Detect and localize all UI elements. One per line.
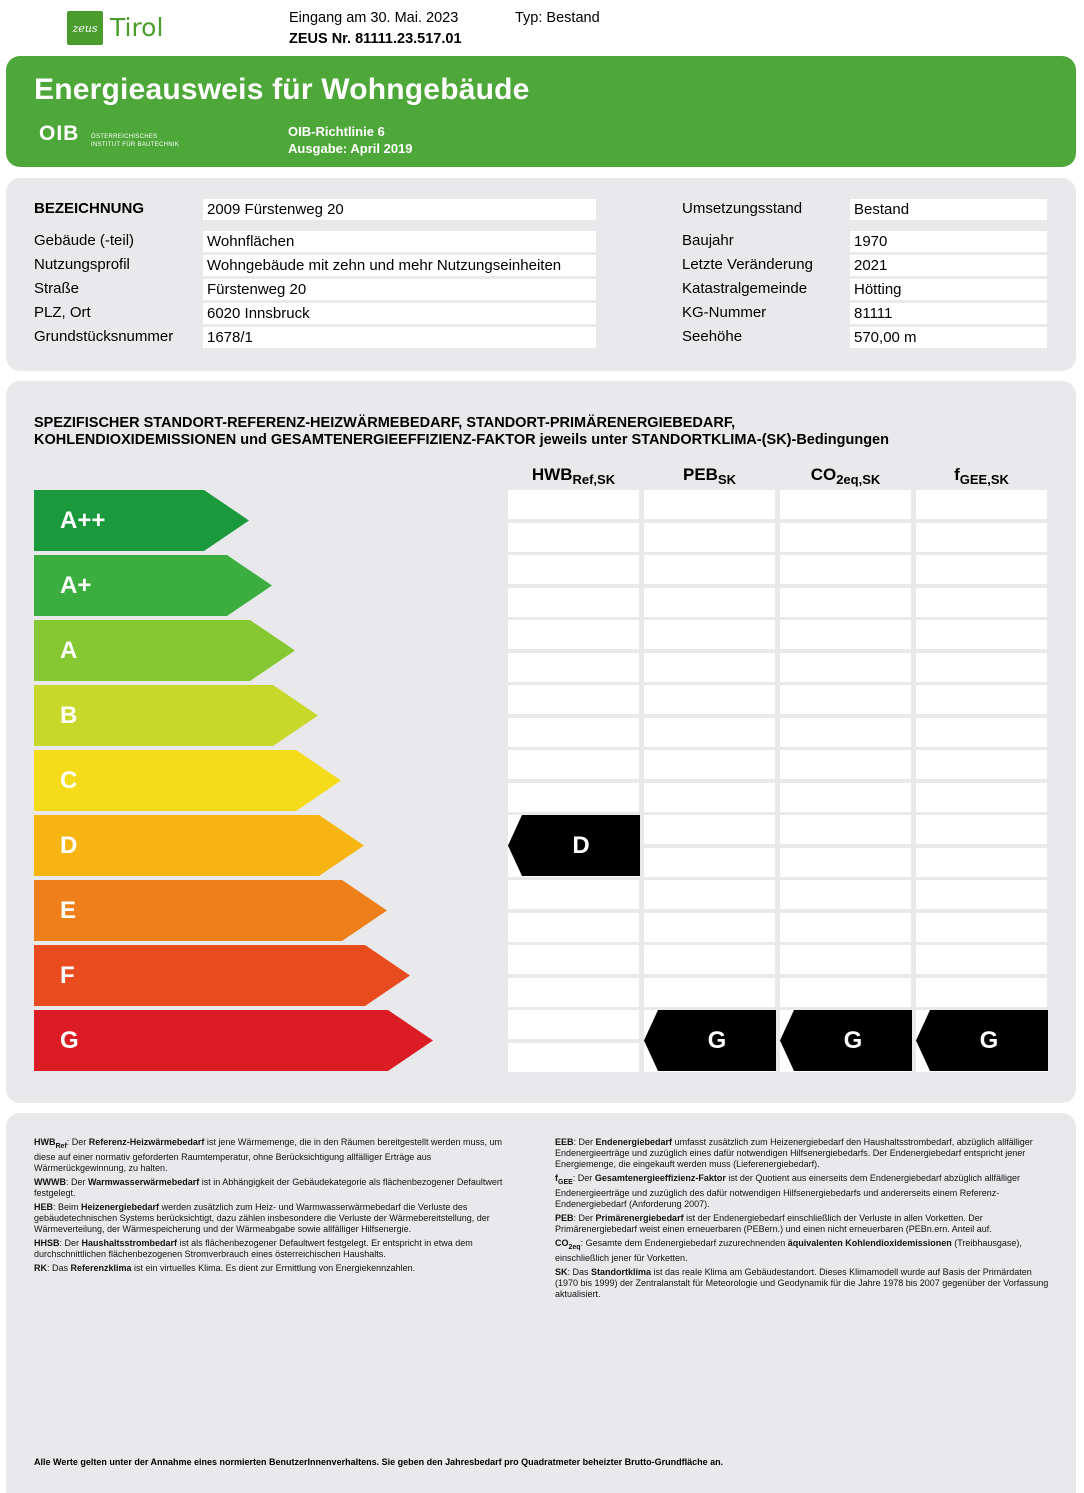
grid-cell bbox=[508, 523, 639, 552]
grid-cell bbox=[644, 848, 775, 877]
grid-cell bbox=[780, 555, 911, 584]
definition-item bbox=[34, 1202, 512, 1235]
page-title: Energieausweis für Wohngebäude bbox=[34, 73, 530, 106]
grid-cell bbox=[508, 978, 639, 1007]
definition-bold: Referenzklima bbox=[70, 1262, 132, 1273]
rating-marker-label: G bbox=[843, 1027, 863, 1054]
info-value: Hötting bbox=[850, 279, 1047, 300]
grid-cell bbox=[916, 588, 1047, 617]
grid-cell bbox=[916, 913, 1047, 942]
grid-cell bbox=[508, 945, 639, 974]
energy-band-d bbox=[34, 815, 364, 876]
grid-cell bbox=[780, 490, 911, 519]
info-label: Gebäude (-teil) bbox=[34, 232, 135, 249]
rating-marker-label: D bbox=[572, 832, 590, 859]
band-label: F bbox=[60, 962, 75, 989]
oib-subtitle bbox=[91, 133, 179, 149]
column-header-main: PEB bbox=[682, 465, 718, 484]
definition-text: umfasst zusätzlich zum Heizenergiebedarf den Haushaltsstrombedarf, abzüglich allfälliger Endenergieerträge und zuzüglich eines dafür notwendigen Hilfsenergiebedarfs. Der Endenergiebedarf entspricht jener Energiemenge, die eingekauft werden muss (Lieferenergiebedarf). bbox=[555, 1137, 1033, 1169]
definition-term-sub: GEE bbox=[558, 1178, 573, 1186]
band-arrow bbox=[34, 945, 410, 1006]
definition-prefix: : Der bbox=[572, 1173, 595, 1183]
grid-cell bbox=[916, 815, 1047, 844]
energy-band-aplusplus bbox=[34, 490, 249, 551]
rating-marker-label: G bbox=[707, 1027, 727, 1054]
definition-prefix: : Das bbox=[567, 1266, 592, 1277]
column-header-sub: 2eq,SK bbox=[836, 472, 881, 487]
definition-prefix: : Der bbox=[66, 1137, 89, 1147]
info-label: Letzte Veränderung bbox=[682, 256, 813, 273]
definition-item bbox=[555, 1173, 1049, 1210]
grid-cell bbox=[780, 620, 911, 649]
definition-bold: äquivalenten Kohlendioxidemissionen bbox=[787, 1237, 952, 1248]
info-value: 1678/1 bbox=[203, 327, 596, 348]
info-label: Seehöhe bbox=[682, 328, 743, 345]
definition-term: f bbox=[555, 1173, 558, 1183]
grid-cell bbox=[508, 555, 639, 584]
richtlinie: OIB-Richtlinie 6 bbox=[288, 124, 385, 139]
grid-cell bbox=[780, 978, 911, 1007]
grid-cell bbox=[508, 490, 639, 519]
band-arrow-shape bbox=[34, 1010, 433, 1071]
rating-marker-peb bbox=[644, 1010, 776, 1071]
definition-item bbox=[34, 1137, 512, 1174]
info-label: PLZ, Ort bbox=[34, 304, 91, 321]
definition-text: (Treibhausgase), einschließlich jener für Vorketten. bbox=[555, 1237, 1022, 1263]
definition-prefix: : Das bbox=[47, 1262, 71, 1273]
grid-cell bbox=[916, 555, 1047, 584]
energy-title-line2: KOHLENDIOXIDEMISSIONEN und GESAMTENERGIEEFFIZIENZ-FAKTOR jeweils unter STANDORTKLIMA-(SK)-Bedingungen bbox=[34, 432, 889, 448]
band-label: A+ bbox=[60, 572, 92, 599]
band-label: B bbox=[60, 702, 78, 729]
grid-cell bbox=[916, 523, 1047, 552]
grid-cell bbox=[508, 718, 639, 747]
grid-cell bbox=[644, 880, 775, 909]
band-arrow bbox=[34, 1010, 433, 1071]
grid-cell bbox=[916, 620, 1047, 649]
definition-term: PEB bbox=[555, 1212, 574, 1223]
definition-bold: Heizenergiebedarf bbox=[81, 1201, 160, 1212]
info-value: 6020 Innsbruck bbox=[203, 303, 596, 324]
definition-item bbox=[555, 1267, 1049, 1300]
definition-prefix: : Der bbox=[573, 1137, 596, 1147]
info-label: Nutzungsprofil bbox=[34, 256, 130, 273]
grid-cell bbox=[644, 555, 775, 584]
column-header bbox=[508, 460, 639, 490]
grid-cell bbox=[780, 913, 911, 942]
grid-cell bbox=[644, 685, 775, 714]
column-header bbox=[916, 460, 1047, 490]
grid-cell bbox=[508, 1010, 639, 1039]
zeus-logo-icon bbox=[67, 11, 103, 45]
column-header-sub: SK bbox=[717, 472, 737, 487]
definition-prefix: : Der bbox=[65, 1176, 88, 1187]
grid-cell bbox=[508, 1043, 639, 1072]
info-label: Katastralgemeinde bbox=[682, 280, 808, 297]
column-header-main: f bbox=[954, 465, 960, 484]
definition-prefix: : Der bbox=[59, 1237, 82, 1248]
grid-cell bbox=[780, 588, 911, 617]
definition-item bbox=[34, 1238, 512, 1260]
info-label: KG-Nummer bbox=[682, 304, 767, 321]
info-label: BEZEICHNUNG bbox=[34, 200, 145, 217]
grid-cell bbox=[780, 685, 911, 714]
band-label: A bbox=[60, 637, 78, 664]
grid-cell bbox=[916, 848, 1047, 877]
band-label: G bbox=[60, 1027, 79, 1054]
grid-cell bbox=[508, 750, 639, 779]
grid-cell bbox=[644, 620, 775, 649]
energy-band-e bbox=[34, 880, 387, 941]
grid-cell bbox=[644, 588, 775, 617]
grid-cell bbox=[916, 783, 1047, 812]
definition-bold: Gesamtenergieeffizienz-Faktor bbox=[594, 1173, 726, 1183]
info-label: Baujahr bbox=[682, 232, 734, 249]
green-header bbox=[6, 56, 1076, 167]
energy-band-c bbox=[34, 750, 341, 811]
oib-logo: OIB bbox=[39, 122, 80, 145]
info-value: Bestand bbox=[850, 199, 1047, 220]
band-arrow-shape bbox=[34, 880, 387, 941]
column-header-sub: GEE,SK bbox=[959, 472, 1009, 487]
definition-bold: Referenz-Heizwärmebedarf bbox=[88, 1137, 205, 1147]
grid-cell bbox=[644, 523, 775, 552]
definition-term-sub: Ref bbox=[55, 1142, 67, 1150]
grid-cell bbox=[644, 490, 775, 519]
column-header-main: HWB bbox=[531, 465, 573, 484]
ausgabe: Ausgabe: April 2019 bbox=[288, 141, 413, 156]
definition-term: CO bbox=[555, 1237, 569, 1248]
band-arrow bbox=[34, 815, 364, 876]
grid-cell bbox=[644, 750, 775, 779]
footer-note: Alle Werte gelten unter der Annahme eines normierten BenutzerInnenverhaltens. Sie geben den Jahresbedarf pro Quadratmeter beheizter Brutto-Grundfläche an. bbox=[34, 1457, 724, 1467]
grid-cell bbox=[916, 490, 1047, 519]
grid-cell bbox=[780, 848, 911, 877]
info-value: 570,00 m bbox=[850, 327, 1047, 348]
definition-term: SK bbox=[555, 1266, 568, 1277]
rating-marker-co2 bbox=[780, 1010, 912, 1071]
band-arrow-shape bbox=[34, 815, 364, 876]
energy-rating-panel bbox=[6, 381, 1076, 1103]
tirol-logo-word: Tirol bbox=[110, 13, 164, 42]
grid-cell bbox=[780, 718, 911, 747]
definition-text: ist als flächenbezogener Defaultwert festgelegt. Er entspricht in etwa dem durchschnittlichen flächenbezogenen Stromverbrauch eines österreichischen Haushalts. bbox=[34, 1237, 473, 1259]
energy-band-f bbox=[34, 945, 410, 1006]
grid-cell bbox=[508, 653, 639, 682]
grid-cell bbox=[780, 523, 911, 552]
typ-label: Typ: Bestand bbox=[515, 10, 600, 26]
definition-term-sub: 2eq bbox=[568, 1243, 581, 1251]
energy-band-b bbox=[34, 685, 318, 746]
grid-cell bbox=[508, 620, 639, 649]
grid-cell bbox=[780, 653, 911, 682]
grid-cell bbox=[916, 685, 1047, 714]
zeus-number: ZEUS Nr. 81111.23.517.01 bbox=[289, 31, 462, 47]
definition-prefix: : Der bbox=[573, 1212, 596, 1223]
grid-cell bbox=[644, 978, 775, 1007]
band-label: A++ bbox=[60, 507, 106, 534]
eingang-date: Eingang am 30. Mai. 2023 bbox=[289, 10, 459, 26]
info-value: Fürstenweg 20 bbox=[203, 279, 596, 300]
definition-bold: Standortklima bbox=[591, 1266, 652, 1277]
definitions-right-column bbox=[555, 1137, 1049, 1303]
definition-item bbox=[34, 1177, 512, 1199]
definitions-panel bbox=[6, 1113, 1076, 1493]
grid-cell bbox=[780, 880, 911, 909]
definitions-left-column bbox=[34, 1137, 512, 1277]
grid-cell bbox=[644, 815, 775, 844]
energy-title-line1: SPEZIFISCHER STANDORT-REFERENZ-HEIZWÄRMEBEDARF, STANDORT-PRIMÄRENERGIEBEDARF, bbox=[34, 415, 736, 431]
band-label: E bbox=[60, 897, 77, 924]
grid-cell bbox=[644, 783, 775, 812]
building-info-panel bbox=[6, 178, 1076, 371]
energy-band-aplus bbox=[34, 555, 272, 616]
grid-cell bbox=[644, 718, 775, 747]
column-header-sub: Ref,SK bbox=[572, 472, 616, 487]
band-label: C bbox=[60, 767, 78, 794]
definition-text: ist der Endenergiebedarf einschließlich der Verluste in allen Vorketten. Der Primärenergiebedarf weist einen erneuerbaren (PEBern.) und einen nicht erneuerbaren (PEBn.ern. Anteil auf. bbox=[555, 1212, 992, 1234]
richtlinie-info bbox=[288, 123, 413, 157]
definition-term: RK bbox=[34, 1262, 47, 1273]
definition-text: ist ein virtuelles Klima. Es dient zur Ermittlung von Energiekennzahlen. bbox=[131, 1262, 416, 1273]
info-value: 81111 bbox=[850, 303, 1047, 324]
definition-item bbox=[555, 1213, 1049, 1235]
rating-marker-label: G bbox=[979, 1027, 999, 1054]
definition-term: HHSB bbox=[34, 1237, 60, 1248]
definition-text: ist jene Wärmemenge, die in den Räumen bereitgestellt werden muss, um diese auf einer normativ geforderten Raumtemperatur, ohne Berücksichtigung allfälliger Erträge aus Wärmerückgewinnung, zu halten. bbox=[34, 1137, 502, 1173]
definition-text: ist das reale Klima am Gebäudestandort. Dieses Klimamodell wurde auf Basis der Primärdaten (1970 bis 1999) der Zentralanstalt für Meteorologie und Geodynamik für die Jahre 1978 bis 2007 gegenüber der Vorfassung aktualisiert. bbox=[555, 1266, 1049, 1299]
definition-term: WWWB bbox=[34, 1176, 66, 1187]
grid-cell bbox=[508, 685, 639, 714]
info-value: Wohngebäude mit zehn und mehr Nutzungseinheiten bbox=[203, 255, 596, 276]
info-value: 2021 bbox=[850, 255, 1047, 276]
info-value: Wohnflächen bbox=[203, 231, 596, 252]
definition-term: EEB bbox=[555, 1137, 574, 1147]
rating-marker-hwb bbox=[508, 815, 640, 876]
grid-cell bbox=[780, 783, 911, 812]
column-header-main: CO bbox=[810, 465, 837, 484]
column-header bbox=[780, 460, 911, 490]
energy-band-a bbox=[34, 620, 295, 681]
grid-cell bbox=[508, 783, 639, 812]
grid-cell bbox=[644, 913, 775, 942]
oib-subtitle-line2: INSTITUT FÜR BAUTECHNIK bbox=[91, 142, 180, 148]
band-label: D bbox=[60, 832, 78, 859]
info-label: Straße bbox=[34, 280, 80, 297]
grid-cell bbox=[508, 588, 639, 617]
info-label: Grundstücksnummer bbox=[34, 328, 174, 345]
grid-cell bbox=[916, 718, 1047, 747]
definition-term: HWB bbox=[34, 1137, 56, 1147]
oib-subtitle-line1: ÖSTERREICHISCHES bbox=[91, 134, 158, 140]
definition-item bbox=[555, 1238, 1049, 1264]
definition-prefix: : Beim bbox=[53, 1201, 82, 1212]
column-header bbox=[644, 460, 775, 490]
definition-bold: Haushaltsstrombedarf bbox=[81, 1237, 178, 1248]
band-arrow-shape bbox=[34, 750, 341, 811]
grid-cell bbox=[780, 750, 911, 779]
grid-cell bbox=[916, 653, 1047, 682]
grid-cell bbox=[916, 945, 1047, 974]
rating-marker-fgee bbox=[916, 1010, 1048, 1071]
definition-text: werden zusätzlich zum Heiz- und Warmwasserwärmebedarf die Verluste des gebäudetechnischen Systems berücksichtigt, dazu zählen insbesondere die Verluste der Wärmebereitstellung, der Wärmeverteilung, der Wärmespeicherung und der Wärmeabgabe sowie allfälliger Hilfsenergie. bbox=[34, 1201, 490, 1234]
band-arrow bbox=[34, 750, 341, 811]
energy-band-g bbox=[34, 1010, 433, 1071]
grid-cell bbox=[644, 945, 775, 974]
grid-cell bbox=[916, 880, 1047, 909]
definition-bold: Warmwasserwärmebedarf bbox=[88, 1176, 200, 1187]
info-value: 2009 Fürstenweg 20 bbox=[203, 199, 596, 220]
definition-item bbox=[34, 1263, 512, 1274]
grid-cell bbox=[508, 880, 639, 909]
energy-title bbox=[34, 415, 889, 449]
definition-item bbox=[555, 1137, 1049, 1170]
top-strip bbox=[0, 0, 1084, 56]
info-label: Umsetzungsstand bbox=[682, 200, 803, 217]
definition-bold: Primärenergiebedarf bbox=[595, 1212, 684, 1223]
grid-cell bbox=[508, 913, 639, 942]
grid-cell bbox=[780, 815, 911, 844]
definition-prefix: : Gesamte dem Endenergiebedarf zuzurechnenden bbox=[580, 1237, 788, 1248]
definition-text: ist der Quotient aus einerseits dem Endenergiebedarf abzüglich allfälliger Endenergieerträge und zuzüglich des dafür notwendigen Hilfsenergiebedarfs und andererseits einem Referenz-Endenergiebedarf (Anforderung 2007). bbox=[555, 1173, 1021, 1209]
grid-cell bbox=[644, 653, 775, 682]
logo-mark-text: zeus bbox=[72, 21, 98, 35]
grid-cell bbox=[916, 978, 1047, 1007]
definition-bold: Endenergiebedarf bbox=[595, 1137, 673, 1147]
band-arrow-shape bbox=[34, 945, 410, 1006]
info-value: 1970 bbox=[850, 231, 1047, 252]
band-arrow bbox=[34, 880, 387, 941]
definition-term: HEB bbox=[34, 1201, 54, 1212]
grid-cell bbox=[916, 750, 1047, 779]
definition-text: ist in Abhängigkeit der Gebäudekategorie als flächenbezogener Defaultwert festgelegt. bbox=[34, 1176, 503, 1198]
grid-cell bbox=[780, 945, 911, 974]
